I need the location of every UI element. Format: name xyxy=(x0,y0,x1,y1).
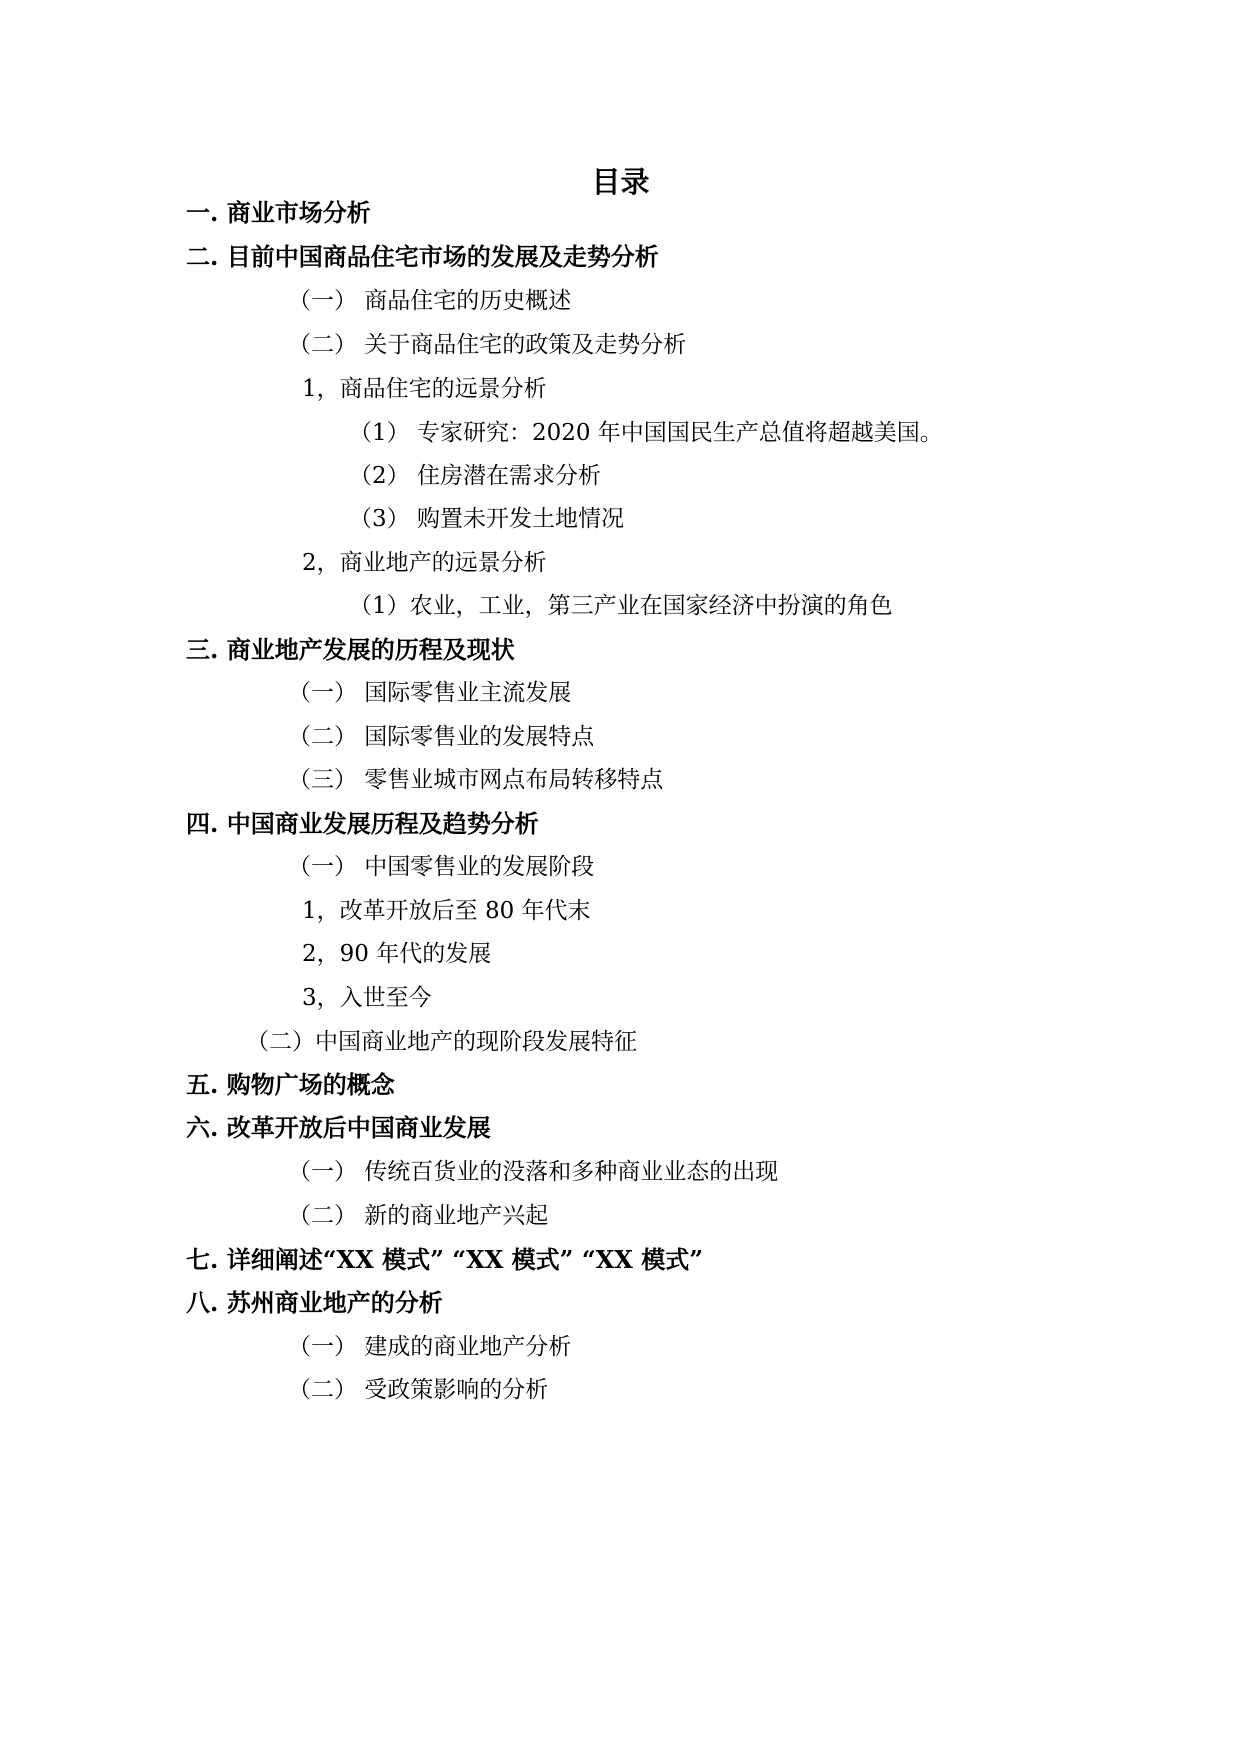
toc-entry: （3） 购置未开发土地情况 xyxy=(349,506,624,532)
toc-entry: （二） 关于商品住宅的政策及走势分析 xyxy=(288,332,687,358)
toc-entry: （三） 零售业城市网点布局转移特点 xyxy=(288,767,664,793)
toc-entry: 五. 购物广场的概念 xyxy=(186,1070,395,1099)
toc-entry: （1）农业，工业，第三产业在国家经济中扮演的角色 xyxy=(349,593,893,619)
toc-entry: 1，改革开放后至 80 年代末 xyxy=(302,898,591,924)
toc-entry: 四. 中国商业发展历程及趋势分析 xyxy=(186,809,539,838)
toc-entry: （一） 国际零售业主流发展 xyxy=(288,680,572,706)
toc-entry: （一） 中国零售业的发展阶段 xyxy=(288,854,595,880)
toc-entry: 1，商品住宅的远景分析 xyxy=(302,376,547,402)
toc-entry: 七. 详细阐述“XX 模式” “XX 模式” “XX 模式” xyxy=(186,1245,704,1274)
toc-entry: （一） 商品住宅的历史概述 xyxy=(288,288,572,314)
toc-entry: （1） 专家研究：2020 年中国国民生产总值将超越美国。 xyxy=(349,420,943,446)
toc-entry: 三. 商业地产发展的历程及现状 xyxy=(186,635,515,664)
toc-entry: （二） 受政策影响的分析 xyxy=(288,1377,549,1403)
toc-entry: （二）中国商业地产的现阶段发展特征 xyxy=(246,1029,637,1055)
toc-entry: （2） 住房潜在需求分析 xyxy=(349,463,601,489)
toc-entry: 2，90 年代的发展 xyxy=(302,941,492,967)
toc-entry: 一. 商业市场分析 xyxy=(186,198,371,227)
toc-entry: 3，入世至今 xyxy=(302,985,432,1011)
toc-entry: 六. 改革开放后中国商业发展 xyxy=(186,1113,491,1142)
toc-entry: 2，商业地产的远景分析 xyxy=(302,550,547,576)
toc-entry: （二） 国际零售业的发展特点 xyxy=(288,724,595,750)
toc-title: 目录 xyxy=(591,165,650,199)
toc-entry: 八. 苏州商业地产的分析 xyxy=(186,1288,443,1317)
toc-entry: （二） 新的商业地产兴起 xyxy=(288,1203,549,1229)
toc-entry: （一） 传统百货业的没落和多种商业业态的出现 xyxy=(288,1159,779,1185)
toc-entry: （一） 建成的商业地产分析 xyxy=(288,1334,572,1360)
toc-entry: 二. 目前中国商品住宅市场的发展及走势分析 xyxy=(186,242,659,271)
